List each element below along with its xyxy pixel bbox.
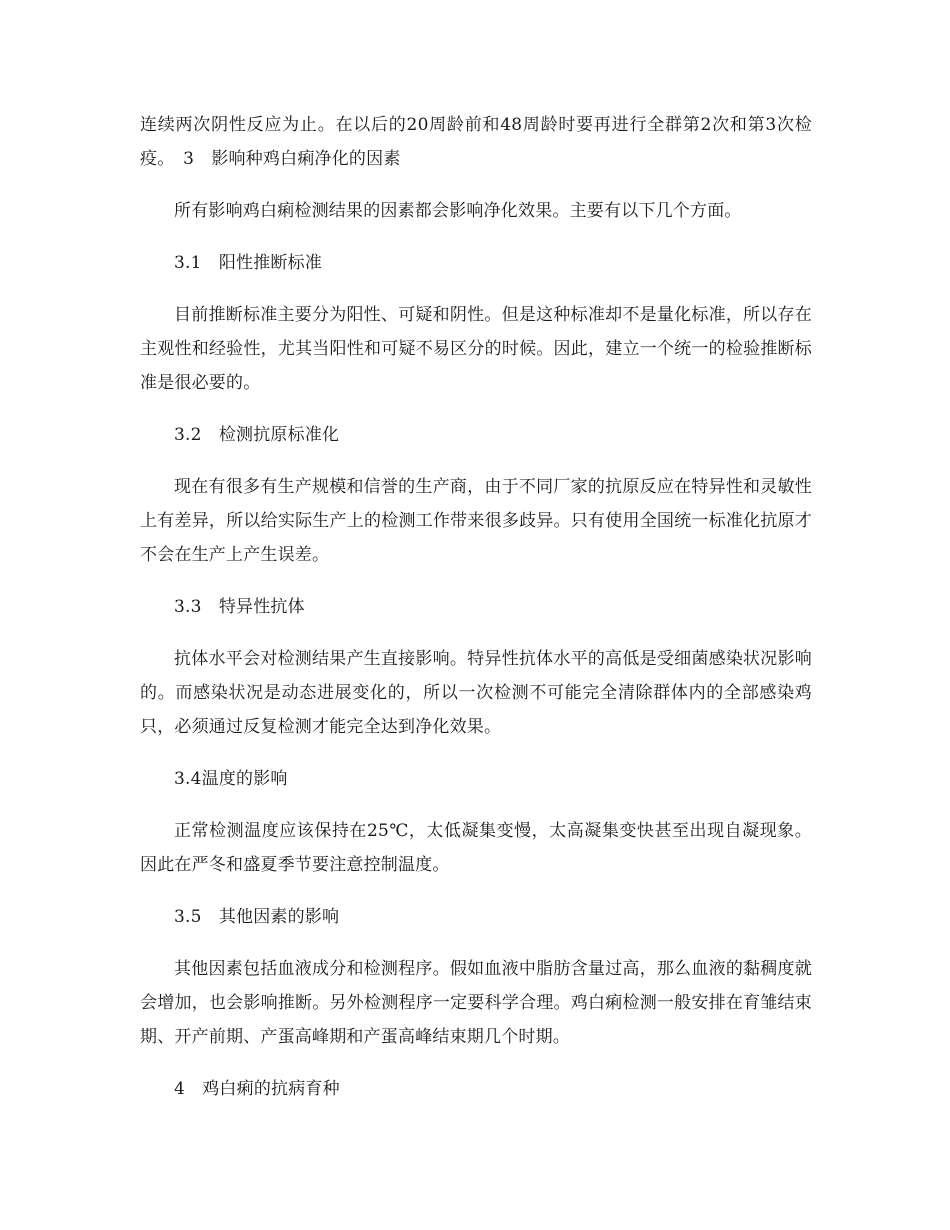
section-heading-3-5: 3.5 其他因素的影响: [174, 907, 340, 927]
section-heading-3-1: 3.1 阳性推断标准: [174, 253, 323, 273]
paragraph-3-2: 现在有很多有生产规模和信誉的生产商，由于不同厂家的抗原反应在特异性和灵敏性上有差异，所以给实际生产上的检测工作带来很多歧异。只有使用全国统一标准化抗原才不会在生产上产生误差。: [140, 477, 812, 565]
section-heading-3-3: 3.3 特异性抗体: [174, 597, 305, 617]
paragraph-intro: 所有影响鸡白痢检测结果的因素都会影响净化效果。主要有以下几个方面。: [174, 201, 742, 221]
paragraph-3-4: 正常检测温度应该保持在25℃，太低凝集变慢，太高凝集变快甚至出现自凝现象。因此在严冬和盛夏季节要注意控制温度。: [140, 821, 812, 875]
document-body: [140, 108, 812, 1124]
paragraph-3-1: 目前推断标准主要分为阳性、可疑和阴性。但是这种标准却不是量化标准，所以存在主观性和经验性，尤其当阳性和可疑不易区分的时候。因此，建立一个统一的检验推断标准是很必要的。: [140, 305, 812, 393]
section-heading-4: 4 鸡白痢的抗病育种: [174, 1079, 340, 1099]
paragraph-continuation: 连续两次阴性反应为止。在以后的20周龄前和48周龄时要再进行全群第2次和第3次检疫。 3 影响种鸡白痢净化的因素: [140, 115, 812, 169]
paragraph-3-5: 其他因素包括血液成分和检测程序。假如血液中脂肪含量过高，那么血液的黏稠度就会增加，也会影响推断。另外检测程序一定要科学合理。鸡白痢检测一般安排在育雏结束期、开产前期、产蛋高峰期和产蛋高峰结束期几个时期。: [140, 959, 812, 1047]
paragraph-3-3: 抗体水平会对检测结果产生直接影响。特异性抗体水平的高低是受细菌感染状况影响的。而感染状况是动态进展变化的，所以一次检测不可能完全清除群体内的全部感染鸡只，必须通过反复检测才能完全达到净化效果。: [140, 649, 812, 737]
section-heading-3-4: 3.4温度的影响: [174, 769, 288, 789]
section-heading-3-2: 3.2 检测抗原标准化: [174, 425, 340, 445]
